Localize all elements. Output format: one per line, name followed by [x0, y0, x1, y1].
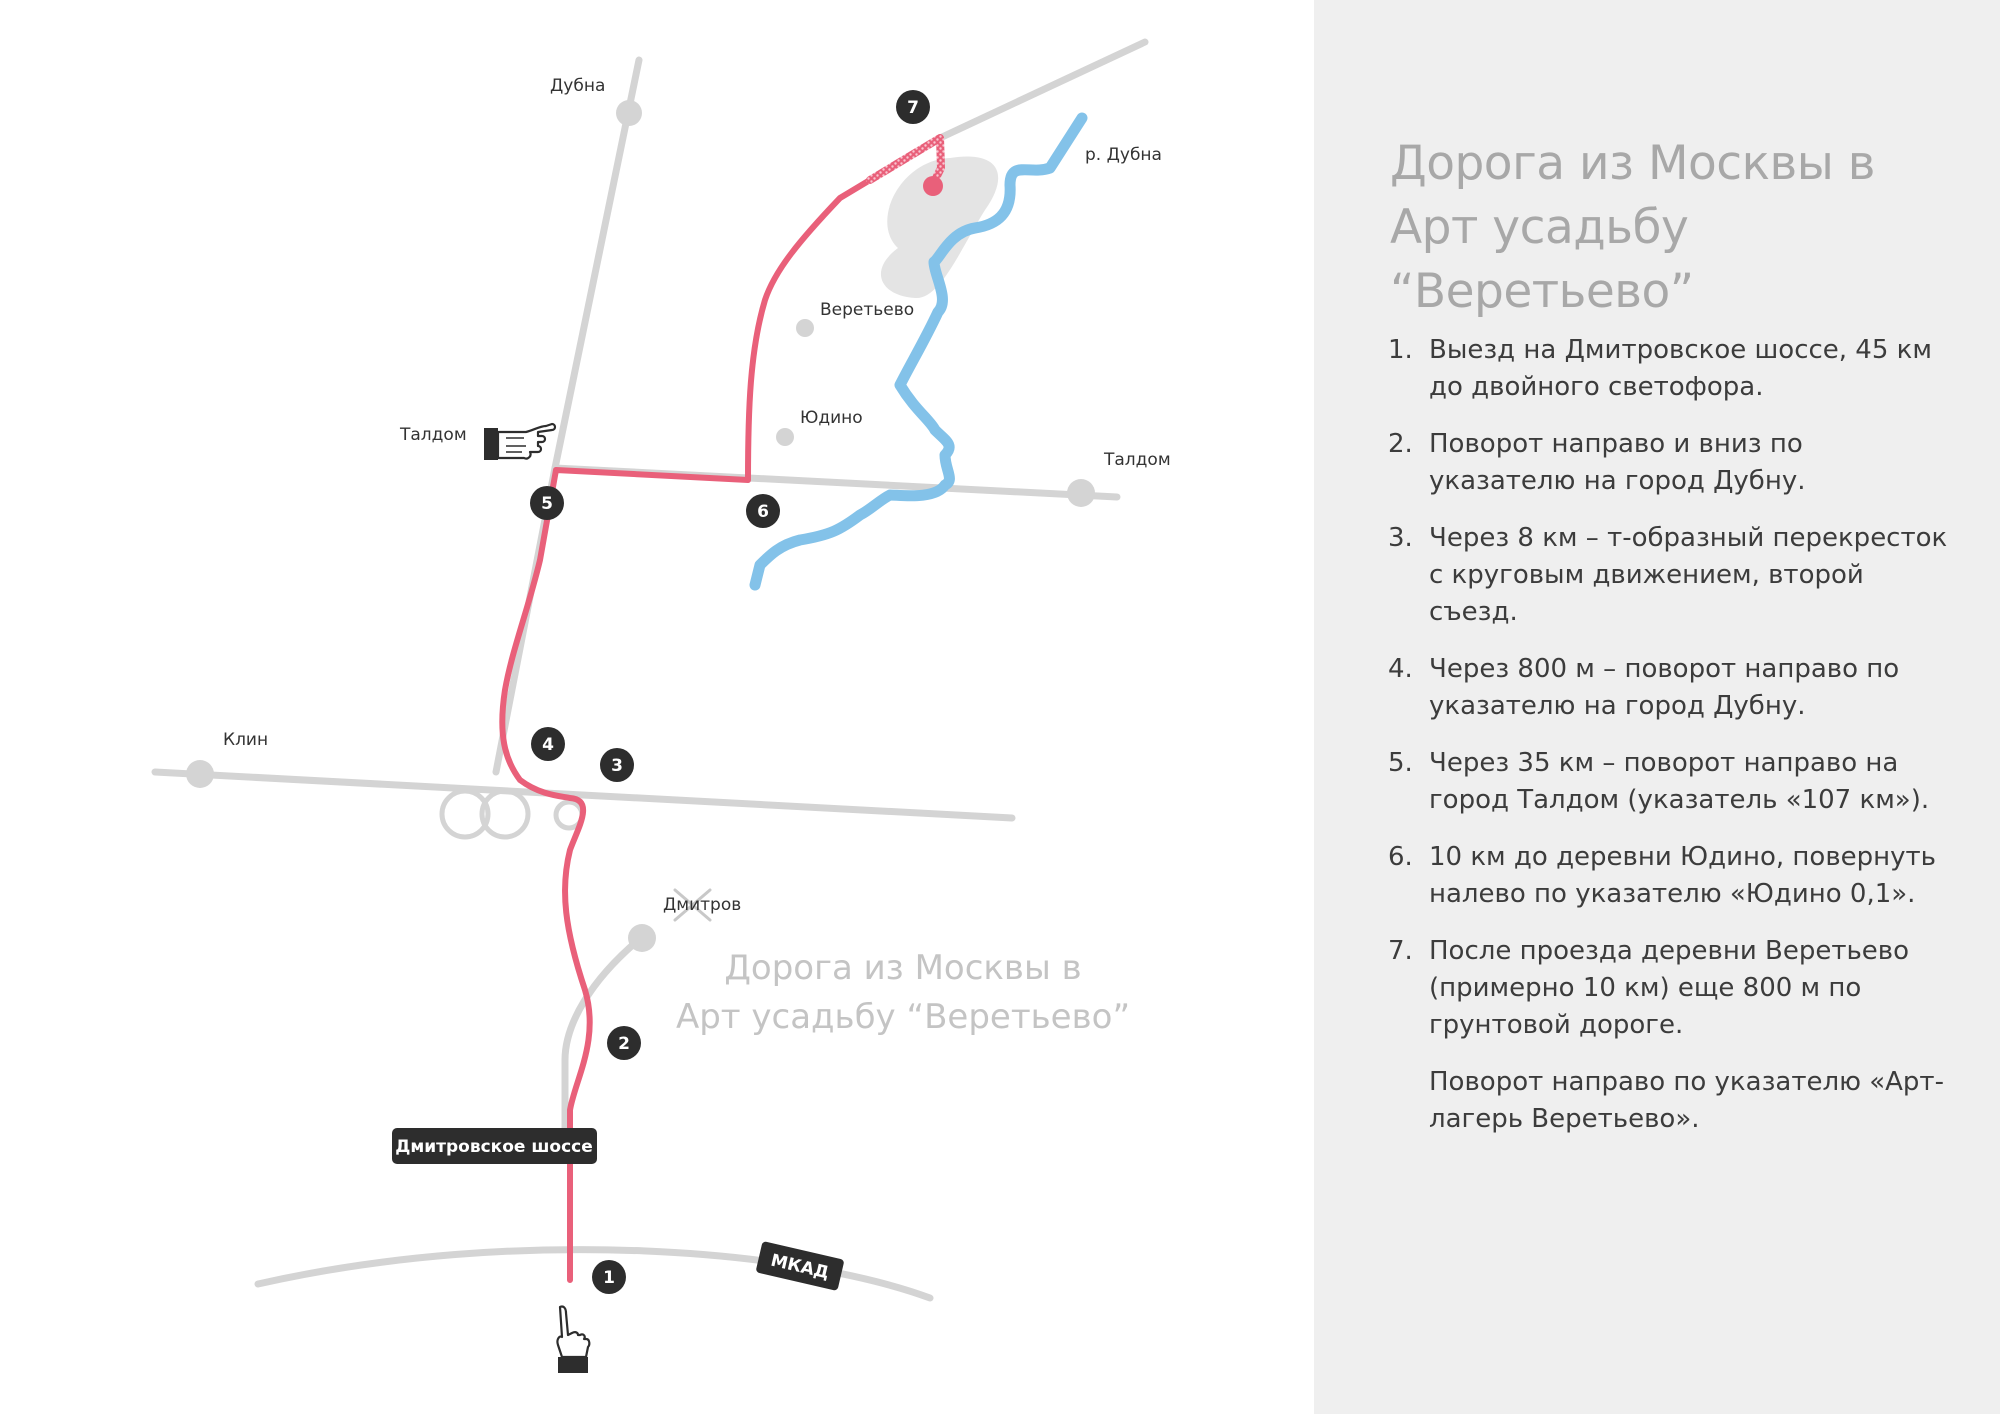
pointing-hand-right-icon: [484, 424, 555, 460]
label-dmitrov: Дмитров: [663, 895, 742, 915]
marker-1: [592, 1260, 626, 1294]
place-dot-klin: [186, 760, 214, 788]
step-final-note: [1388, 1064, 1948, 1138]
step-1: [1388, 332, 1948, 406]
step-6-text: 10 км до деревни Юдино, повернуть налево по указателю «Юдино 0,1».: [1429, 842, 1936, 909]
label-taldom-east: Талдом: [1104, 450, 1171, 470]
place-dot-dmitrov: [628, 924, 656, 952]
label-klin: Клин: [223, 730, 269, 750]
place-dot-dubna: [616, 100, 642, 126]
step-3: [1388, 520, 1948, 631]
marker-7-label: 7: [907, 98, 919, 118]
directions-panel: [1314, 0, 2000, 1414]
step-7-text: После проезда деревни Веретьево (примерно 10 км) еще 800 м по грунтовой дороге.: [1429, 936, 1910, 1040]
marker-5-label: 5: [541, 494, 553, 514]
place-dot-yudino: [776, 428, 794, 446]
step-2: [1388, 426, 1948, 500]
marker-3: [600, 748, 634, 782]
map-watermark-line1: Дорога из Москвы в: [724, 948, 1082, 988]
step-3-number: 3.: [1388, 523, 1413, 553]
label-veretyevo: Веретьево: [820, 300, 915, 320]
marker-6-label: 6: [757, 502, 769, 522]
marker-4-label: 4: [542, 735, 554, 755]
step-4-number: 4.: [1388, 654, 1413, 684]
roads: [155, 42, 1145, 1298]
tag-dmitrov-highway-label: Дмитровское шоссе: [395, 1137, 593, 1157]
tag-dmitrov-highway: [392, 1128, 597, 1164]
pointing-hand-up-icon: [557, 1306, 589, 1373]
marker-5: [530, 486, 564, 520]
label-dubna-river: р. Дубна: [1085, 145, 1162, 165]
final-turn-text: Поворот направо по указателю «Арт-лагерь Веретьево».: [1429, 1067, 1944, 1134]
marker-1-label: 1: [603, 1268, 615, 1288]
marker-6: [746, 494, 780, 528]
step-4: [1388, 651, 1948, 725]
step-2-number: 2.: [1388, 429, 1413, 459]
step-3-text: Через 8 км – т-образный перекресток с круговым движением, второй съезд.: [1429, 523, 1948, 627]
destination-dot: [923, 176, 943, 196]
step-1-number: 1.: [1388, 335, 1413, 365]
step-2-text: Поворот направо и вниз по указателю на город Дубну.: [1429, 429, 1806, 496]
step-5: [1388, 745, 1948, 819]
step-7: [1388, 933, 1948, 1044]
marker-2-label: 2: [618, 1034, 630, 1054]
directions-title: [1390, 132, 1970, 324]
marker-7: [896, 90, 930, 124]
directions-title-line1: Дорога из Москвы в: [1390, 136, 1875, 191]
map-watermark-line2: Арт усадьбу “Веретьево”: [675, 997, 1131, 1037]
label-yudino: Юдино: [800, 408, 863, 428]
label-dubna-town: Дубна: [550, 76, 606, 96]
step-6-number: 6.: [1388, 842, 1413, 872]
directions-steps: [1388, 332, 1948, 1158]
directions-title-line2: Арт усадьбу “Веретьево”: [1390, 200, 1694, 319]
marker-2: [607, 1026, 641, 1060]
place-dot-veretyevo: [796, 319, 814, 337]
road-north-east: [940, 42, 1145, 138]
step-4-text: Через 800 м – поворот направо по указателю на город Дубну.: [1429, 654, 1900, 721]
step-6: [1388, 839, 1948, 913]
step-markers: [530, 90, 930, 1294]
step-5-text: Через 35 км – поворот направо на город Талдом (указатель «107 км»).: [1429, 748, 1930, 815]
label-taldom-west: Талдом: [400, 425, 467, 445]
step-1-text: Выезд на Дмитровское шоссе, 45 км до двойного светофора.: [1429, 335, 1932, 402]
tag-mkad-label: МКАД: [768, 1250, 831, 1284]
road-dubna-north: [496, 60, 639, 772]
marker-3-label: 3: [611, 756, 623, 776]
marker-4: [531, 727, 565, 761]
place-dot-taldom-east: [1067, 479, 1095, 507]
step-5-number: 5.: [1388, 748, 1413, 778]
step-7-number: 7.: [1388, 936, 1413, 966]
tag-mkad: [755, 1241, 844, 1291]
